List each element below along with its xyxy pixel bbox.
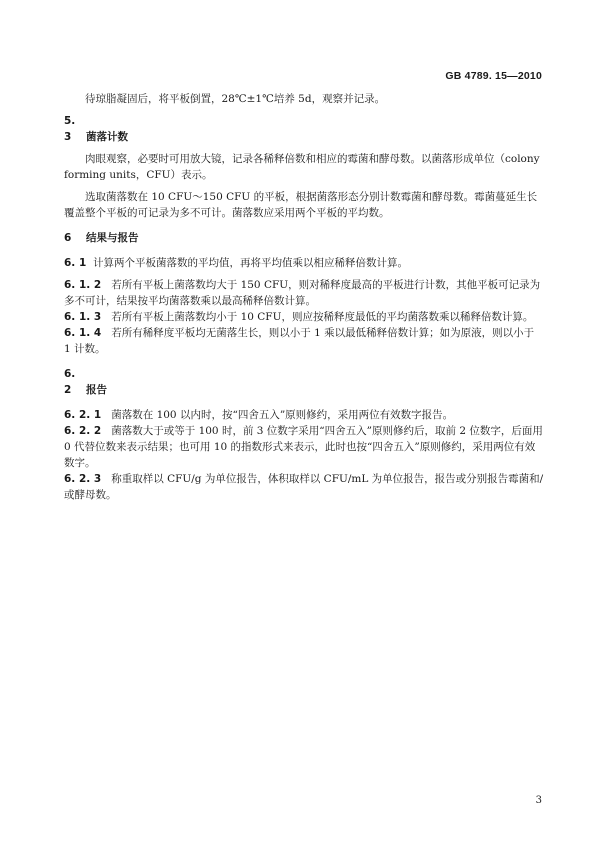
clause-number: 6. 2. 3: [64, 473, 102, 485]
clause-6-2-3: [64, 471, 544, 503]
paragraph-intro: 待琼脂凝固后，将平板倒置，28℃±1℃培养 5d，观察并记录。: [85, 93, 386, 105]
clause-number: 6. 2. 1: [64, 409, 102, 421]
section-title: 菌落计数: [86, 131, 128, 143]
document-body: [64, 91, 544, 503]
section-heading-6-2: [64, 366, 544, 398]
section-number: 6. 2: [64, 368, 76, 396]
clause-number: 6. 2. 2: [64, 425, 102, 437]
clause-number: 6. 1: [64, 257, 87, 269]
section-heading-6: [64, 230, 544, 246]
clause-text: 若所有平板上菌落数均小于 10 CFU，则应按稀释度最低的平均菌落数乘以稀释倍数计算。: [111, 311, 534, 323]
section-number: 6: [64, 232, 72, 244]
clause-6-1-2: [64, 277, 544, 309]
section-heading-5-3: [64, 113, 544, 145]
clause-number: 6. 1. 2: [64, 279, 102, 291]
clause-number: 6. 1. 3: [64, 311, 102, 323]
clause-text: 若所有稀释度平板均无菌落生长，则以小于 1 乘以最低稀释倍数计算；如为原液，则以小于 1 计数。: [64, 327, 535, 355]
paragraph-5-3-selection: 选取菌落数在 10 CFU～150 CFU 的平板，根据菌落形态分别计数霉菌和酵母数。霉菌蔓延生长覆盖整个平板的可记录为多不可计。菌落数应采用两个平板的平均数。: [64, 191, 538, 219]
clause-text: 菌落数大于或等于 100 时，前 3 位数字采用“四舍五入”原则修约后，取前 2 位数字，后面用 0 代替位数来表示结果；也可用 10 的指数形式来表示，此时也按“四舍五入”原则修约，采用两位有效数字。: [64, 425, 543, 469]
paragraph-5-3-observation: 肉眼观察，必要时可用放大镜，记录各稀释倍数和相应的霉菌和酵母数。以菌落形成单位（colony forming units，CFU）表示。: [64, 153, 540, 181]
section-title: 结果与报告: [86, 232, 139, 244]
page-number: 3: [535, 795, 542, 806]
clause-text: 称重取样以 CFU/g 为单位报告，体积取样以 CFU/mL 为单位报告，报告或分别报告霉菌和/或酵母数。: [64, 473, 544, 501]
clause-6-1-3: [64, 309, 544, 325]
standard-code: GB 4789. 15—2010: [445, 70, 542, 82]
clause-text: 菌落数在 100 以内时，按“四舍五入”原则修约，采用两位有效数字报告。: [111, 409, 454, 421]
section-title: 报告: [86, 384, 107, 396]
clause-text: 若所有平板上菌落数均大于 150 CFU，则对稀释度最高的平板进行计数，其他平板可记录为多不可计，结果按平均菌落数乘以最高稀释倍数计算。: [64, 279, 541, 307]
section-number: 5. 3: [64, 115, 76, 143]
clause-6-1-4: [64, 325, 544, 357]
clause-6-1: [64, 255, 544, 271]
clause-6-2-1: [64, 407, 544, 423]
clause-number: 6. 1. 4: [64, 327, 102, 339]
clause-text: 计算两个平板菌落数的平均值，再将平均值乘以相应稀释倍数计算。: [92, 257, 408, 269]
clause-6-2-2: [64, 423, 544, 471]
